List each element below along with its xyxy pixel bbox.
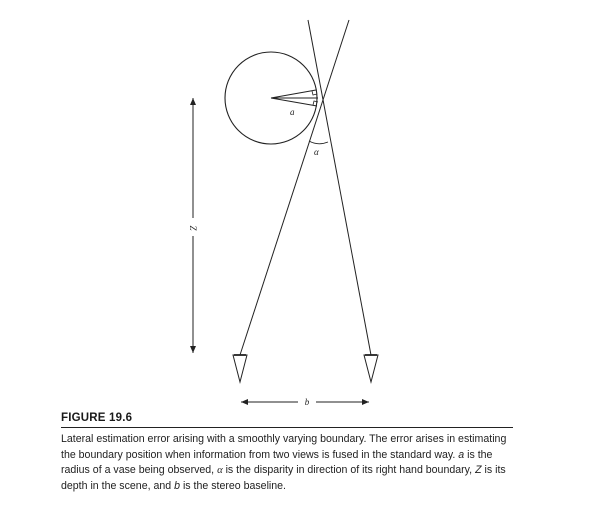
radius-line-lower xyxy=(271,98,317,106)
baseline-label: b xyxy=(304,397,310,407)
disparity-label: α xyxy=(314,147,319,157)
caption-segment: is its depth in the scene, and xyxy=(61,464,506,492)
caption-segment: is the radius of a vase being observed, xyxy=(61,448,493,477)
radius-line-upper xyxy=(271,90,316,98)
caption-segment: is the disparity in direction of its right hand boundary, xyxy=(222,464,476,477)
depth-label: Z xyxy=(188,225,198,231)
figure-caption xyxy=(61,412,513,494)
disparity-arc xyxy=(309,141,328,144)
caption-segment: α xyxy=(217,465,223,477)
figure-number: FIGURE 19.6 xyxy=(61,412,513,428)
caption-segment: Lateral estimation error arising with a smoothly varying boundary. The error arises in estimating the boundary position when information from two views is fused in the standard way. xyxy=(61,433,507,461)
caption-segment: Z xyxy=(475,464,482,477)
radius-label: a xyxy=(290,107,295,117)
caption-segment: a xyxy=(458,448,465,461)
caption-segment: b xyxy=(174,479,180,492)
caption-segment: is the stereo baseline. xyxy=(180,479,286,492)
right-camera-icon xyxy=(364,355,378,382)
left-camera-sightline xyxy=(240,20,349,355)
right-camera-sightline xyxy=(308,20,371,355)
caption-text xyxy=(61,432,513,494)
left-camera-icon xyxy=(233,355,247,382)
